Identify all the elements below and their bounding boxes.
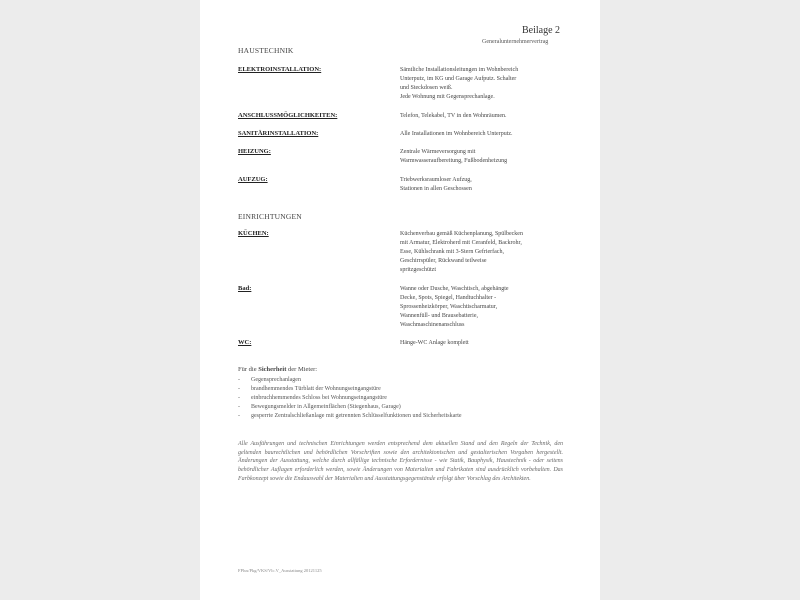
footer-reference: FPlus/Pkg/VKS/Vlc.V_Ausstattung 20121125 <box>238 568 322 573</box>
desc-kuechen: Küchenverbau gemäß Küchenplanung, Spülbecken mit Armatur, Elektroherd mit Ceranfeld, Backrohr, Esse, Kühlschrank mit 3-Stern Gefrierfach, Geschirrspüler, Rückwand teilweise spritzgeschützt <box>400 231 523 274</box>
section-heading-einrichtungen: EINRICHTUNGEN <box>238 212 302 221</box>
security-list <box>238 376 462 421</box>
label-wc: WC: <box>238 339 252 346</box>
label-anschlussmoeglichkeiten: ANSCHLUSSMÖGLICHKEITEN: <box>238 112 338 119</box>
desc-aufzug: Triebwerksraumloser Aufzug, Stationen in allen Geschossen <box>400 177 472 193</box>
desc-bad: Wanne oder Dusche, Waschtisch, abgehängte Decke, Spots, Spiegel, Handtuchhalter - Sprossenheizkörper, Waschtischarmatur, Wannenfüll- und Brausebatterie, Waschmaschinenanschluss <box>400 286 509 329</box>
desc-heizung: Zentrale Wärmeversorgung mit Warmwasseraufbereitung, Fußbodenheizung <box>400 149 508 165</box>
label-elektroinstallation: ELEKTROINSTALLATION: <box>238 66 322 73</box>
desc-elektroinstallation: Sämtliche Installationsleitungen im Wohnbereich Unterputz, im KG und Garage Aufputz. Schalter und Steckdosen weiß. Jede Wohnung mit Gegensprechanlage. <box>400 67 519 101</box>
page-subtitle: Generalunternehmervertrag <box>482 39 549 45</box>
list-item: - Bewegungsmelder in Allgemeinflächen (Stiegenhaus, Garage) <box>238 404 401 410</box>
list-item: - Gegensprechanlagen <box>238 377 301 383</box>
security-intro: Für die Sicherheit der Mieter: <box>238 366 318 373</box>
desc-sanitaerinstallation: Alle Installationen im Wohnbereich Unterputz. <box>400 131 513 137</box>
list-item: - brandhemmendes Türblatt der Wohnungseingangstüre <box>238 386 381 392</box>
section-heading-haustechnik: HAUSTECHNIK <box>238 46 294 55</box>
page-title: Beilage 2 <box>522 25 561 36</box>
list-item: - einbruchhemmendes Schloss bei Wohnungseingangstüre <box>238 395 387 401</box>
desc-wc: Hänge-WC Anlage komplett <box>400 340 469 346</box>
label-aufzug: AUFZUG: <box>238 176 268 183</box>
desc-anschlussmoeglichkeiten: Telefon, Telekabel, TV in den Wohnräumen. <box>400 113 507 119</box>
label-sanitaerinstallation: SANITÄRINSTALLATION: <box>238 130 319 137</box>
label-heizung: HEIZUNG: <box>238 148 271 155</box>
label-bad: Bad: <box>238 285 252 292</box>
disclaimer-note: Alle Ausführungen und technischen Einrichtungen werden entsprechend dem aktuellen Stand und den Regeln der Technik, den geltenden baurechtlichen und behördlichen Vorschriften sowie den architektonischen und gestalterischen Vorgaben hergestellt. Änderungen der Ausstattung, welche durch allfällige technische Erfordernisse - wie Statik, Bauphysik, Haustechnik - oder seitens behördlicher Auflagen erforderlich werden, sowie Änderungen von Materialien und Fabrikaten sind ausdrücklich vorbehalten. Das Farbkonzept sowie die Endauswahl der Materialien und Ausstattungsgegenstände erfolgt über Vorschlag des Architekten. <box>238 441 563 482</box>
label-kuechen: KÜCHEN: <box>238 230 269 237</box>
list-item: - gesperrte Zentralschließanlage mit getrennten Schlüsselfunktionen und Sicherheitskarte <box>238 413 462 419</box>
